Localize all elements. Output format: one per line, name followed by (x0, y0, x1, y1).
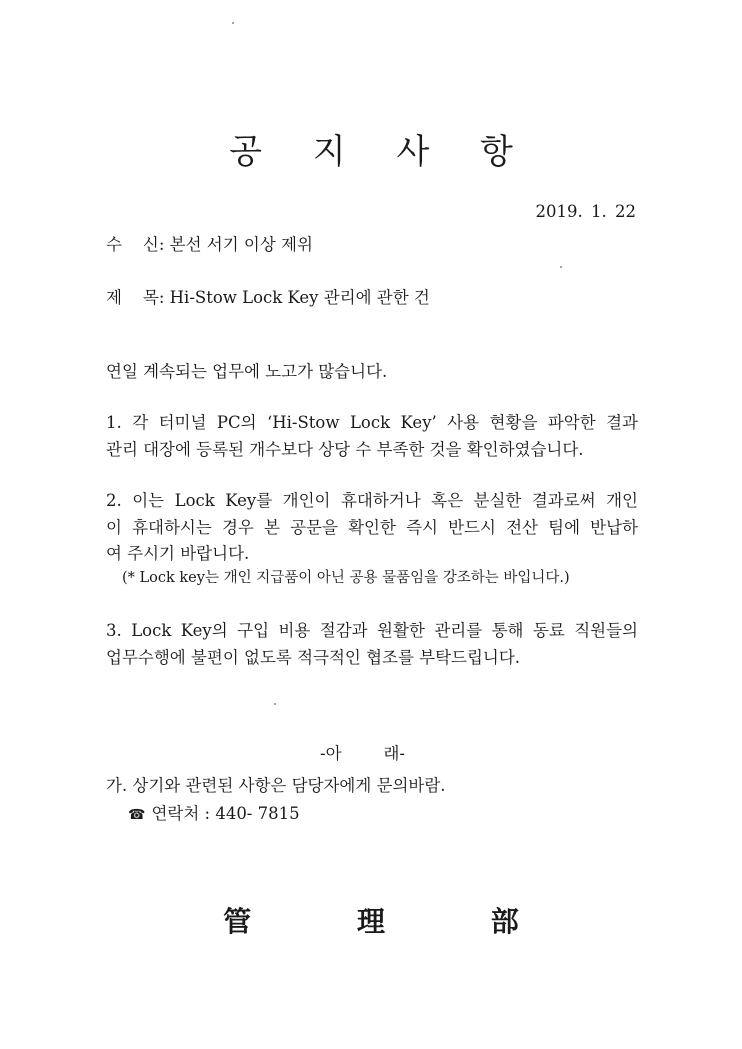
paragraph-2 (106, 488, 638, 568)
subject-line: 제 목: Hi-Stow Lock Key 관리에 관한 건 (106, 288, 430, 307)
scan-speck (274, 703, 276, 705)
contact-text: 연락처 : 440- 7815 (151, 804, 300, 823)
below-heading: -아 래- (320, 744, 405, 763)
department-name: 管 理 部 (223, 905, 567, 938)
recipient-line: 수 신: 본선 서기 이상 제위 (106, 235, 313, 254)
paragraph-3 (106, 618, 638, 671)
scan-speck (560, 266, 562, 268)
paragraph-1-line-1: 1. 각 터미널 PC의 ‘Hi-Stow Lock Key’ 사용 현황을 파악한 결과 (106, 413, 638, 432)
document-title: 공 지 사 항 (229, 132, 533, 172)
telephone-icon: ☎ (128, 807, 146, 823)
paragraph-2-line-2: 이 휴대하시는 경우 본 공문을 확인한 즉시 반드시 전산 팀에 반납하 (106, 517, 638, 537)
lock-key-note: (* Lock key는 개인 지급품이 아닌 공용 물품임을 강조하는 바입니다.) (122, 570, 570, 586)
paragraph-1-line-2: 관리 대장에 등록된 개수보다 상당 수 부족한 것을 확인하였습니다. (106, 439, 584, 459)
contact-line (128, 800, 300, 824)
paragraph-2-line-1: 2. 이는 Lock Key를 개인이 휴대하거나 혹은 분실한 결과로써 개인 (106, 491, 638, 510)
document-date: 2019. 1. 22 (535, 202, 636, 221)
greeting-text: 연일 계속되는 업무에 노고가 많습니다. (106, 362, 388, 381)
paragraph-3-line-2: 업무수행에 불편이 없도록 적극적인 협조를 부탁드립니다. (106, 647, 521, 667)
scan-speck (232, 22, 234, 24)
paragraph-1 (106, 410, 638, 463)
paragraph-3-line-1: 3. Lock Key의 구입 비용 절감과 원활한 관리를 통해 동료 직원들의 (106, 621, 638, 640)
paragraph-2-line-3: 여 주시기 바랍니다. (106, 544, 250, 563)
item-ga: 가. 상기와 관련된 사항은 담당자에게 문의바람. (106, 776, 446, 795)
